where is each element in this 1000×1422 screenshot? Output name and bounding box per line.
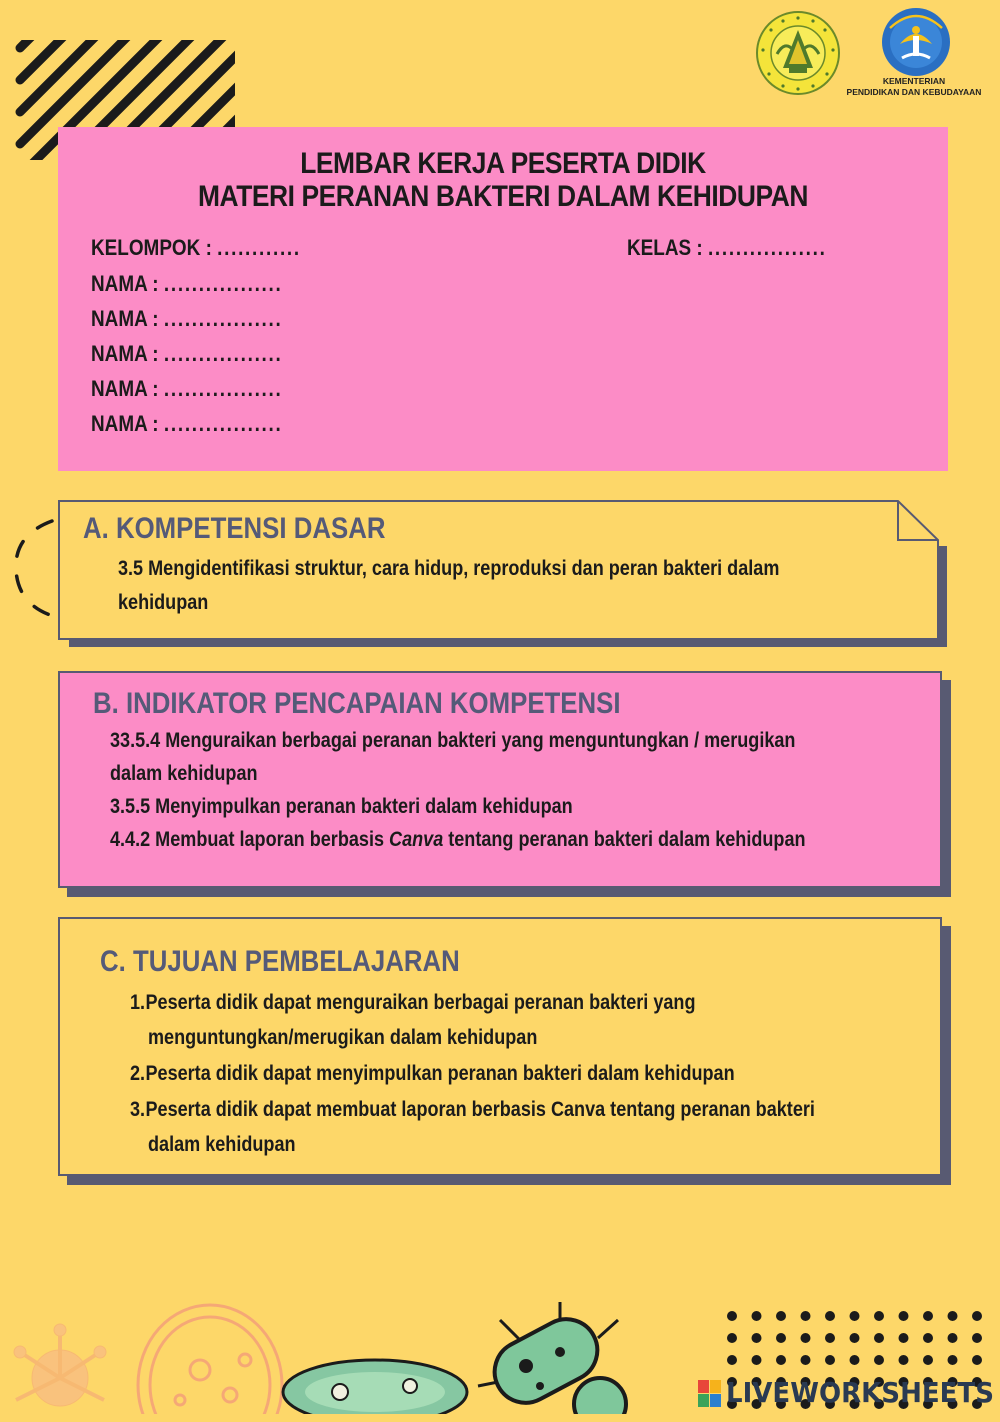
section-c-item-2 xyxy=(130,1062,735,1086)
grid-dot xyxy=(801,1333,811,1343)
liveworksheets-logo-icon xyxy=(698,1380,722,1408)
grid-dot xyxy=(727,1311,737,1321)
grid-dot xyxy=(972,1355,982,1365)
kelompok-label: KELOMPOK : xyxy=(91,235,212,260)
kelas-field[interactable] xyxy=(627,235,827,261)
kelompok-field[interactable] xyxy=(91,235,301,261)
item-text: Peserta didik dapat menyimpulkan peranan bakteri dalam kehidupan xyxy=(145,1062,735,1085)
grid-dot xyxy=(948,1311,958,1321)
grid-dot xyxy=(923,1333,933,1343)
nama-field-4[interactable] xyxy=(91,376,282,402)
grid-dot xyxy=(948,1333,958,1343)
item-number: 1. xyxy=(130,991,146,1014)
nama-label: NAMA : xyxy=(91,376,159,401)
section-c-item-1 xyxy=(130,991,695,1015)
grid-dot xyxy=(899,1355,909,1365)
nama-field-5[interactable] xyxy=(91,411,282,437)
worksheet-header xyxy=(58,127,948,471)
grid-dot xyxy=(727,1333,737,1343)
grid-dot xyxy=(899,1311,909,1321)
nama-label: NAMA : xyxy=(91,341,159,366)
grid-dot xyxy=(850,1311,860,1321)
grid-dot xyxy=(727,1355,737,1365)
nama-field-3[interactable] xyxy=(91,341,282,367)
watermark-text: LIVEWORKSHEETS xyxy=(726,1376,994,1409)
dashed-arc-decoration xyxy=(10,515,60,620)
item-text: Peserta didik dapat membuat laporan berbasis Canva tentang peranan bakteri xyxy=(145,1098,815,1121)
grid-dot xyxy=(825,1333,835,1343)
paramecium-icon xyxy=(283,1360,467,1414)
grid-dot xyxy=(923,1311,933,1321)
ministry-logo-icon xyxy=(880,6,952,78)
grid-dot xyxy=(752,1311,762,1321)
item-number: 2. xyxy=(130,1062,146,1085)
nama-label: NAMA : xyxy=(91,271,159,296)
section-c-item-1-cont: menguntungkan/merugikan dalam kehidupan xyxy=(148,1026,538,1049)
grid-dot xyxy=(776,1355,786,1365)
section-a-heading: A. KOMPETENSI DASAR xyxy=(83,512,386,545)
section-c-item-3-cont: dalam kehidupan xyxy=(148,1133,296,1156)
section-b-line1: 33.5.4 Menguraikan berbagai peranan bakteri yang menguntungkan / merugikan xyxy=(110,729,796,752)
section-b-line4-prefix: 4.4.2 Membuat laporan berbasis xyxy=(110,828,390,851)
grid-dot xyxy=(825,1311,835,1321)
kelas-value[interactable]: ................. xyxy=(707,235,827,260)
grid-dot xyxy=(801,1311,811,1321)
nama-value[interactable]: ................. xyxy=(163,376,283,401)
grid-dot xyxy=(972,1311,982,1321)
grid-dot xyxy=(874,1311,884,1321)
nama-label: NAMA : xyxy=(91,306,159,331)
grid-dot xyxy=(874,1333,884,1343)
virus-icon xyxy=(14,1324,106,1406)
grid-dot xyxy=(850,1333,860,1343)
kelas-label: KELAS : xyxy=(627,235,703,260)
item-number: 3. xyxy=(130,1098,146,1121)
section-c-heading: C. TUJUAN PEMBELAJARAN xyxy=(100,945,460,978)
university-logo-icon xyxy=(755,10,841,96)
section-b-line3: 3.5.5 Menyimpulkan peranan bakteri dalam kehidupan xyxy=(110,795,573,818)
ministry-name xyxy=(838,76,990,98)
nama-field-1[interactable] xyxy=(91,271,282,297)
liveworksheets-watermark[interactable] xyxy=(698,1374,998,1414)
nama-value[interactable]: ................. xyxy=(163,411,283,436)
grid-dot xyxy=(752,1333,762,1343)
grid-dot xyxy=(825,1355,835,1365)
section-a-line1: 3.5 Mengidentifikasi struktur, cara hidup, reproduksi dan peran bakteri dalam xyxy=(118,557,780,580)
bacteria-icon xyxy=(478,1302,626,1414)
grid-dot xyxy=(874,1355,884,1365)
section-b-card xyxy=(58,671,942,888)
nama-label: NAMA : xyxy=(91,411,159,436)
grid-dot xyxy=(801,1355,811,1365)
title-line2: MATERI PERANAN BAKTERI DALAM KEHIDUPAN xyxy=(197,180,809,213)
section-b-line2: dalam kehidupan xyxy=(110,762,258,785)
grid-dot xyxy=(776,1333,786,1343)
section-c-item-3 xyxy=(130,1098,815,1122)
section-a-card xyxy=(58,500,940,640)
grid-dot xyxy=(972,1333,982,1343)
nama-value[interactable]: ................. xyxy=(163,306,283,331)
grid-dot xyxy=(948,1355,958,1365)
ministry-line1: KEMENTERIAN xyxy=(882,76,946,86)
grid-dot xyxy=(923,1355,933,1365)
grid-dot xyxy=(752,1355,762,1365)
section-b-line4-suffix: tentang peranan bakteri dalam kehidupan xyxy=(443,828,806,851)
grid-dot xyxy=(850,1355,860,1365)
nama-value[interactable]: ................. xyxy=(163,271,283,296)
microbe-illustrations xyxy=(0,1300,700,1414)
item-text: Peserta didik dapat menguraikan berbagai peranan bakteri yang xyxy=(145,991,696,1014)
grid-dot xyxy=(776,1311,786,1321)
cell-icon xyxy=(138,1305,282,1414)
nama-field-2[interactable] xyxy=(91,306,282,332)
section-b-line4-italic: Canva xyxy=(389,828,444,851)
section-c-card xyxy=(58,917,942,1176)
section-a-line2: kehidupan xyxy=(118,591,209,614)
section-b-line4 xyxy=(110,828,806,852)
nama-value[interactable]: ................. xyxy=(163,341,283,366)
section-b-heading: B. INDIKATOR PENCAPAIAN KOMPETENSI xyxy=(93,687,621,720)
grid-dot xyxy=(899,1333,909,1343)
title-line1: LEMBAR KERJA PESERTA DIDIK xyxy=(300,147,706,180)
kelompok-value[interactable]: ............ xyxy=(217,235,301,260)
ministry-line2: PENDIDIKAN DAN KEBUDAYAAN xyxy=(846,87,982,97)
